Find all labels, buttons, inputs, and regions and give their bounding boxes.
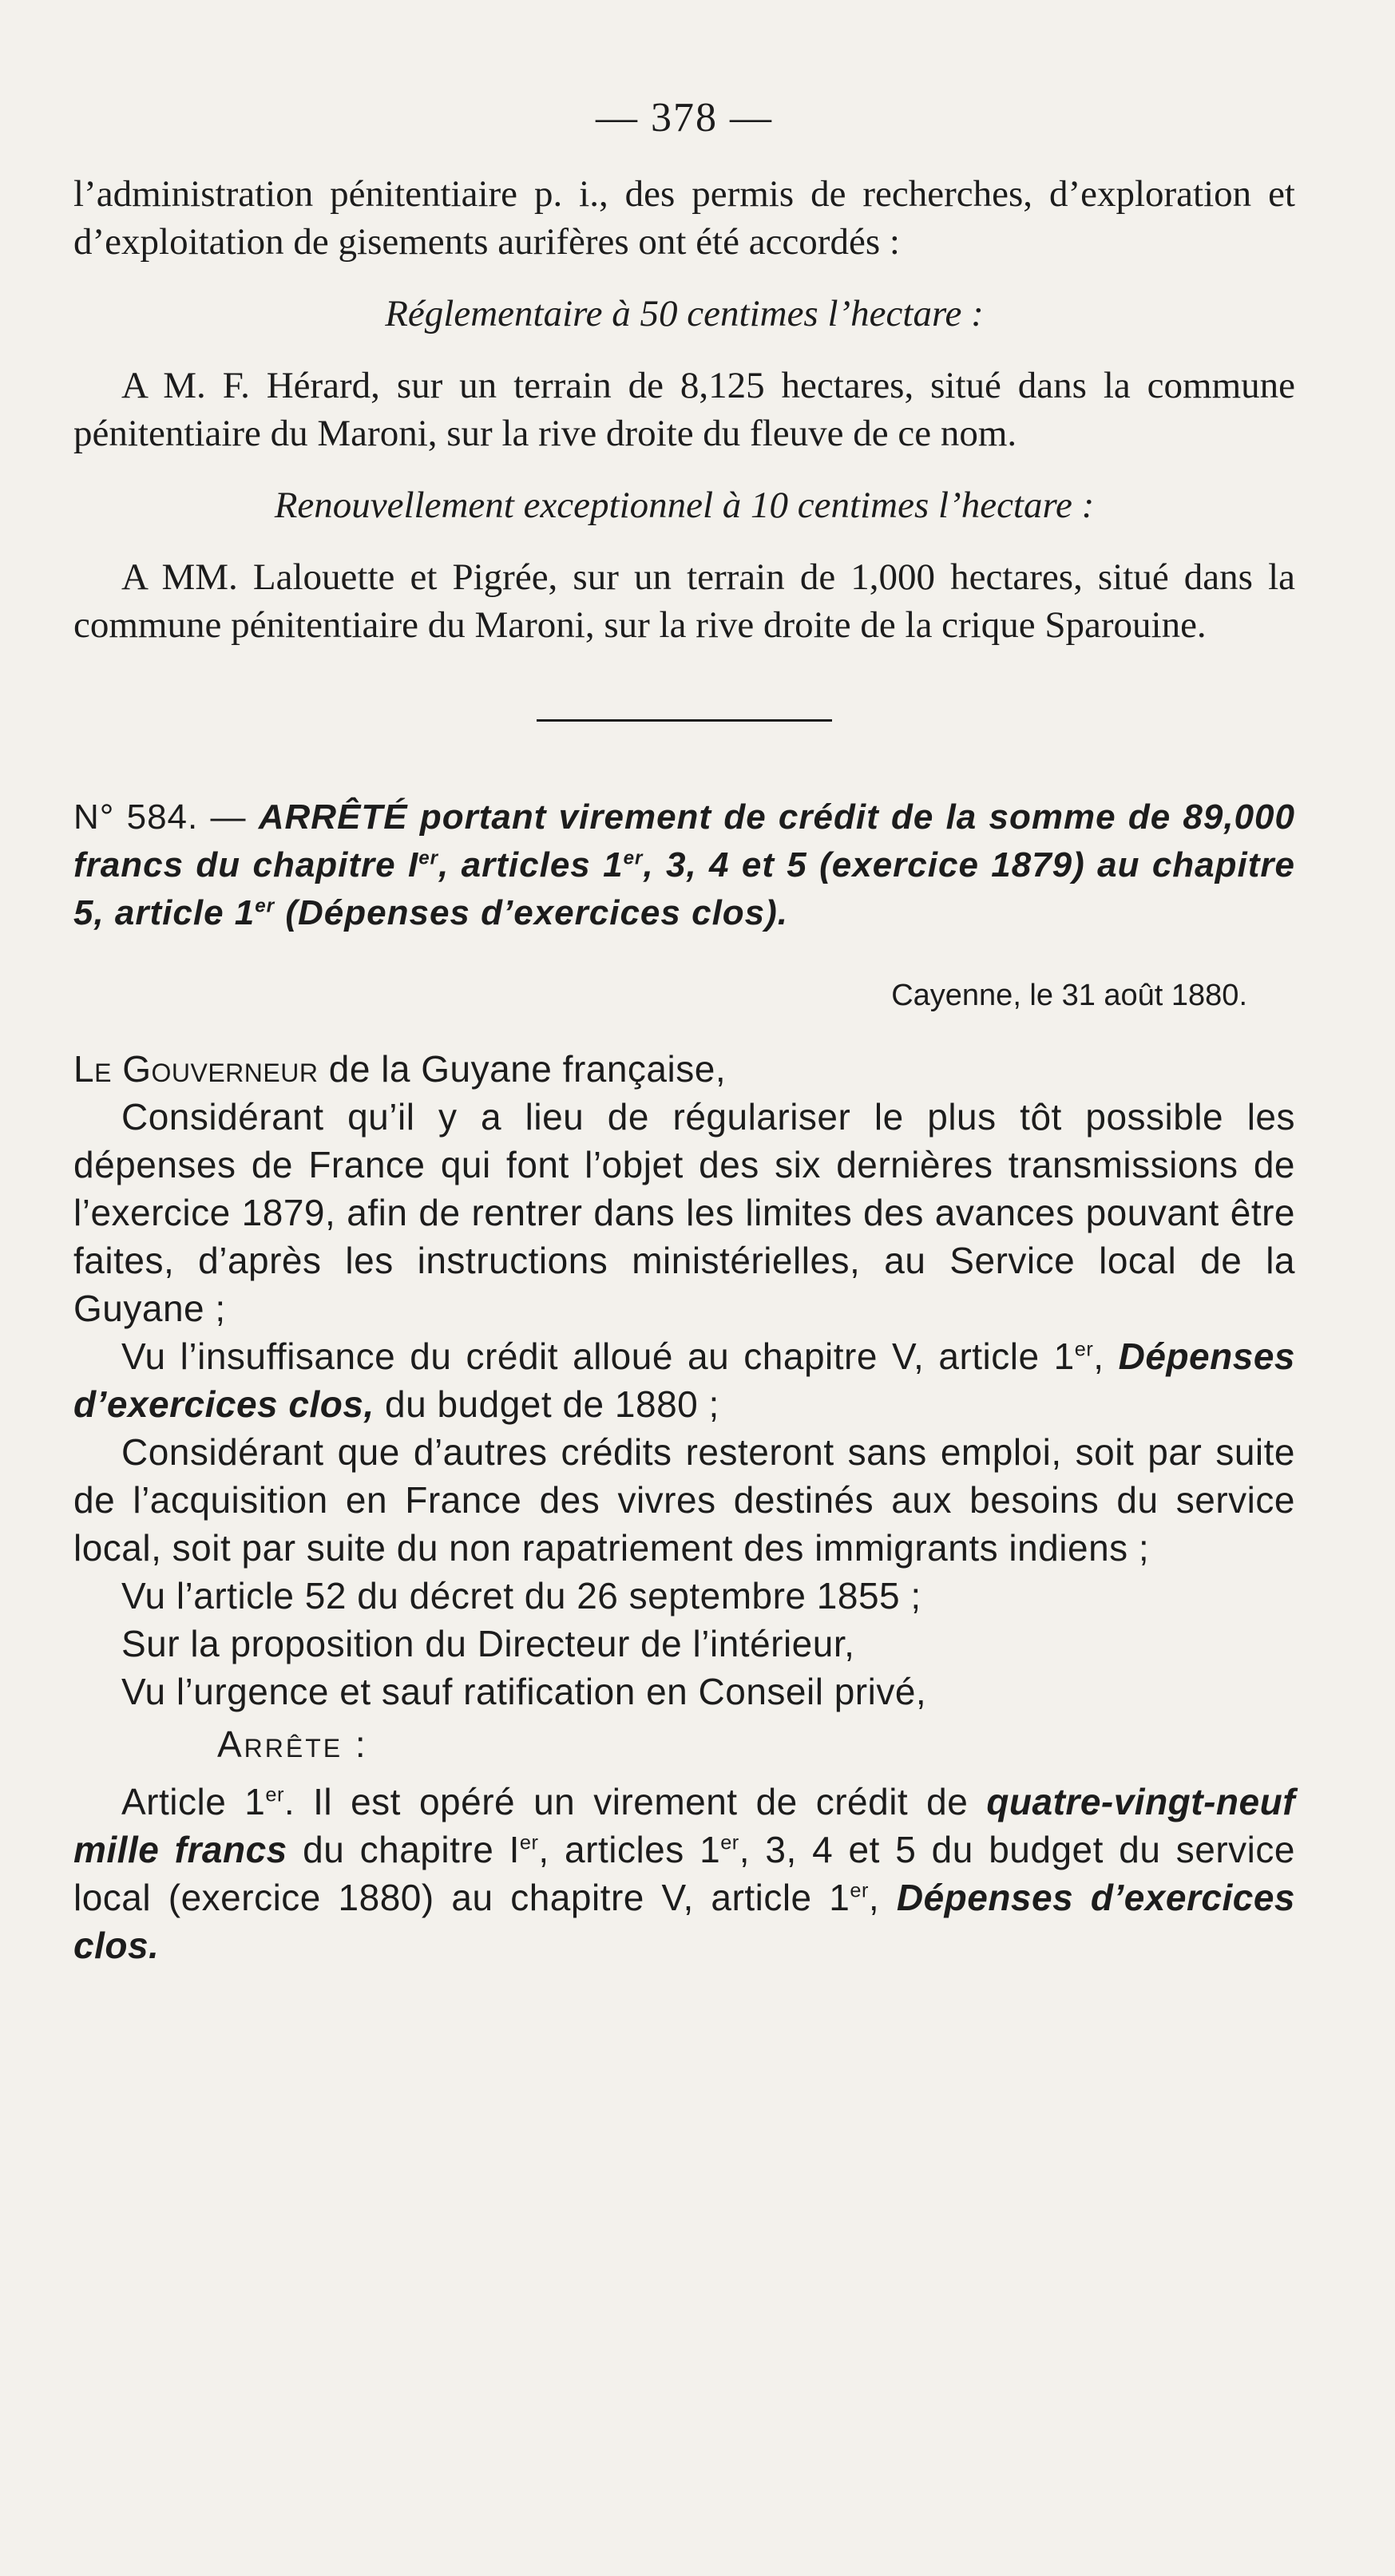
- sur-proposition-paragraph: Sur la proposition du Directeur de l’intérieur,: [121, 1623, 855, 1664]
- article-italic2: Dépenses d’exercices clos.: [73, 1877, 1295, 1966]
- decree-title-sup2: er: [623, 847, 644, 869]
- article-sup4: er: [850, 1879, 869, 1902]
- decree-title-part1: ARRÊTÉ portant virement de crédit de la somme de 89,000 francs du chapitre I: [73, 797, 1295, 884]
- decree-title-part3: , 3, 4 et 5 (exercice 1879) au chapitre 5, article 1: [73, 845, 1295, 932]
- vu-insuffisance-paragraph: [73, 1332, 1295, 1428]
- article-sup3: er: [720, 1831, 739, 1854]
- decree-number: N° 584. —: [73, 797, 247, 837]
- paragraph-lalouette: A MM. Lalouette et Pigrée, sur un terrain de 1,000 hectares, situé dans la commune pénitentiaire du Maroni, sur la rive droite de la crique Sparouine.: [73, 556, 1295, 646]
- article-1-paragraph: [73, 1778, 1295, 1969]
- page-number: — 378 —: [596, 95, 773, 140]
- decree-title-sup1: er: [418, 847, 439, 869]
- considerant-paragraph-2: Considérant que d’autres crédits resteront sans emploi, soit par suite de l’acquisition en France des vivres destinés aux besoins du service local, soit par suite du non rapatriement des immigrants indiens ;: [73, 1431, 1295, 1569]
- article-sup: er: [265, 1783, 284, 1806]
- article-italic: quatre-vingt-neuf mille francs: [73, 1781, 1296, 1870]
- dateline: Cayenne, le 31 août 1880.: [891, 979, 1247, 1012]
- decree-title: [73, 793, 1295, 937]
- governor-rest: de la Guyane française,: [318, 1048, 727, 1090]
- governor-caps: Le Gouverneur: [73, 1048, 319, 1090]
- intro-paragraph: l’administration pénitentiaire p. i., des permis de recherches, d’exploration et d’exploitation de gisements aurifères ont été accordés :: [73, 173, 1295, 263]
- document-page: [73, 94, 1295, 1969]
- section-divider: [537, 719, 832, 722]
- article-b: . Il est opéré un virement de crédit de: [283, 1781, 987, 1822]
- article-f: ,: [868, 1877, 897, 1918]
- article-a: Article 1: [121, 1781, 266, 1822]
- article-e: , 3, 4 et 5 du budget du service local (exercice 1880) au chapitre V, article 1: [73, 1829, 1295, 1918]
- article-c: du chapitre I: [287, 1829, 520, 1870]
- vu1-c: du budget de 1880 ;: [374, 1383, 719, 1425]
- vu1-sup: er: [1074, 1338, 1094, 1361]
- arrete-heading: Arrête :: [217, 1723, 368, 1765]
- decree-title-part4: (Dépenses d’exercices clos).: [275, 893, 789, 932]
- article-d: , articles 1: [538, 1829, 721, 1870]
- vu1-italic: Dépenses d’exercices clos,: [73, 1335, 1295, 1425]
- vu1-a: Vu l’insuffisance du crédit alloué au chapitre V, article 1: [121, 1335, 1075, 1377]
- paragraph-herard: A M. F. Hérard, sur un terrain de 8,125 hectares, situé dans la commune pénitentiaire du Maroni, sur la rive droite du fleuve de ce nom.: [73, 365, 1295, 454]
- vu-urgence-paragraph: Vu l’urgence et sauf ratification en Conseil privé,: [121, 1671, 927, 1712]
- vu-article-paragraph: Vu l’article 52 du décret du 26 septembre 1855 ;: [121, 1575, 921, 1616]
- considerant-paragraph-1: Considérant qu’il y a lieu de régulariser le plus tôt possible les dépenses de France qui font l’objet des six dernières transmissions de l’exercice 1879, afin de rentrer dans les limites des avances pouvant être faites, d’après les instructions ministérielles, au Service local de la Guyane ;: [73, 1096, 1295, 1329]
- section-heading-renouvellement: Renouvellement exceptionnel à 10 centimes l’hectare :: [274, 485, 1095, 526]
- decree-title-part2: , articles 1: [438, 845, 624, 884]
- vu1-b: ,: [1093, 1335, 1119, 1377]
- governor-line: [73, 1045, 1295, 1093]
- decree-title-sup3: er: [255, 895, 275, 917]
- section-heading-reglementaire: Réglementaire à 50 centimes l’hectare :: [385, 293, 984, 334]
- article-sup2: er: [519, 1831, 539, 1854]
